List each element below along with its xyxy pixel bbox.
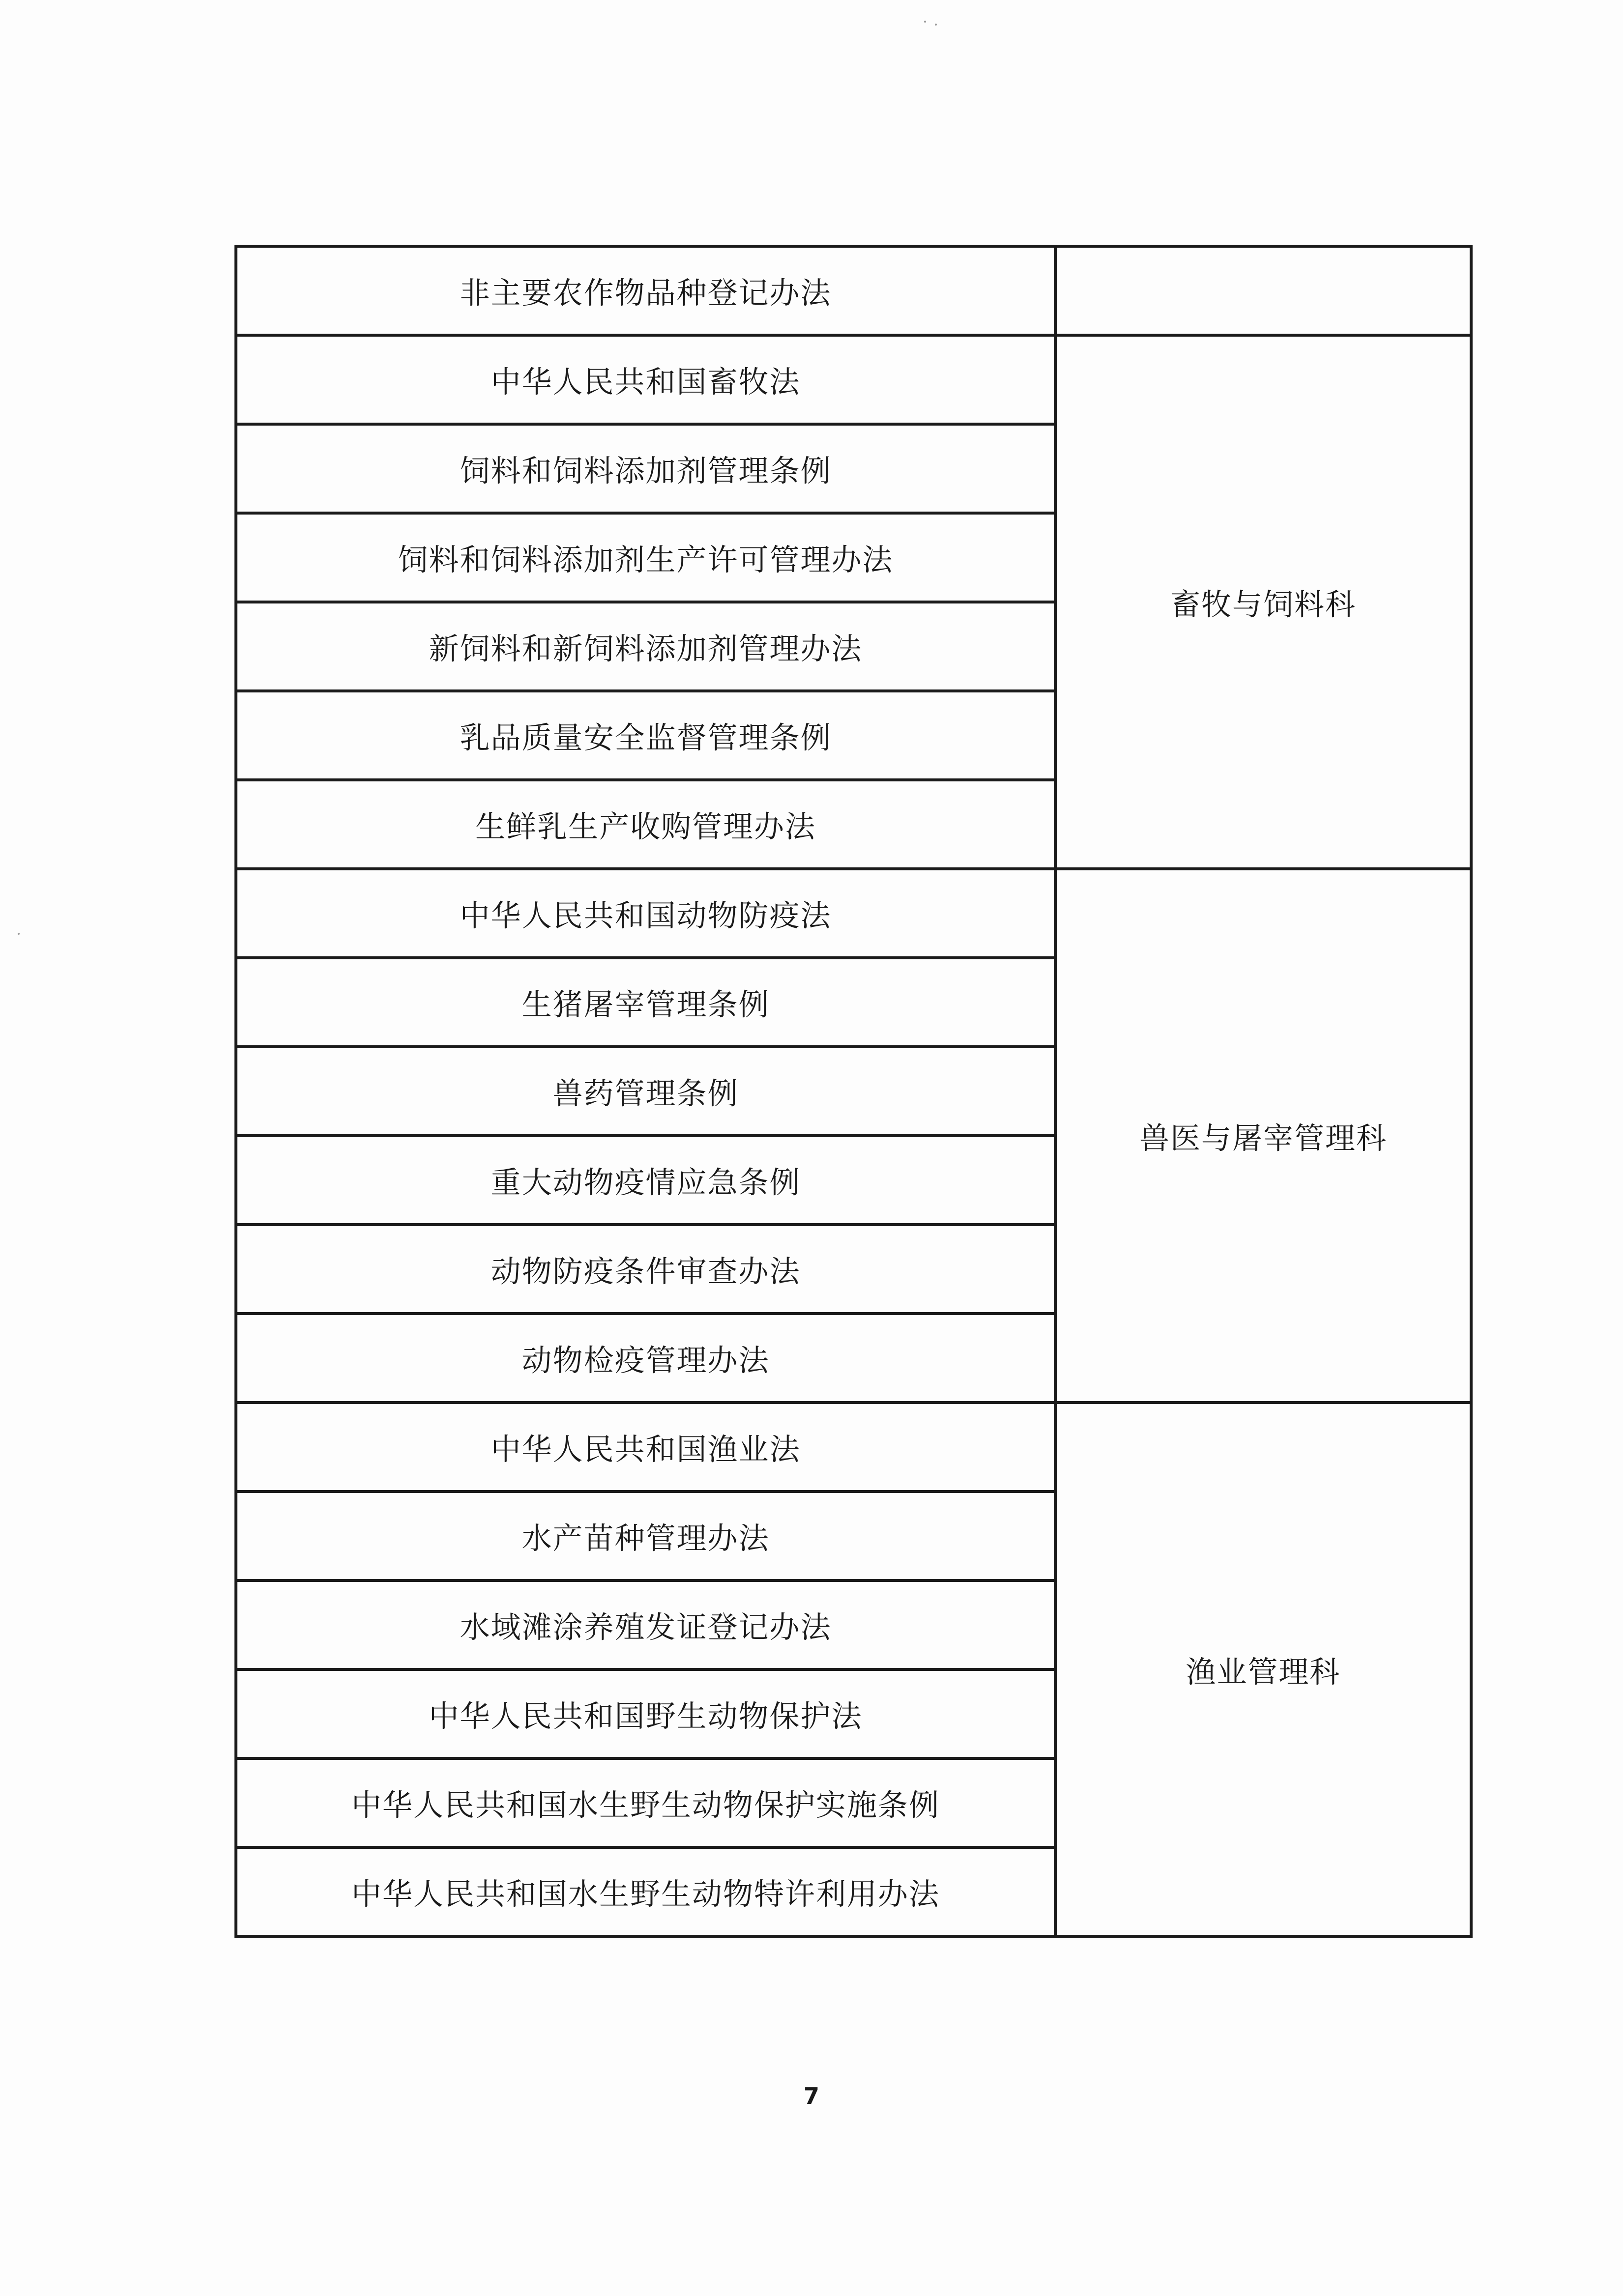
law-department-table (234, 245, 1473, 1938)
table-row (236, 869, 1471, 958)
law-name-cell: 动物防疫条件审查办法 (236, 1225, 1055, 1314)
table-row (236, 1403, 1471, 1492)
law-name-cell: 水产苗种管理办法 (236, 1492, 1055, 1580)
law-name-cell: 乳品质量安全监督管理条例 (236, 691, 1055, 780)
law-name-cell: 中华人民共和国畜牧法 (236, 335, 1055, 424)
law-name-cell: 兽药管理条例 (236, 1047, 1055, 1136)
scan-speck (924, 21, 926, 23)
law-name-cell: 饲料和饲料添加剂管理条例 (236, 424, 1055, 513)
law-name-cell: 中华人民共和国水生野生动物保护实施条例 (236, 1758, 1055, 1847)
table-body (236, 246, 1471, 1936)
table-row (236, 246, 1471, 335)
law-name-cell: 中华人民共和国动物防疫法 (236, 869, 1055, 958)
law-name-cell: 生鲜乳生产收购管理办法 (236, 780, 1055, 869)
law-name-cell: 饲料和饲料添加剂生产许可管理办法 (236, 513, 1055, 602)
law-name-cell: 重大动物疫情应急条例 (236, 1136, 1055, 1225)
department-cell: 兽医与屠宰管理科 (1055, 869, 1471, 1403)
department-cell: 畜牧与饲料科 (1055, 335, 1471, 869)
law-name-cell: 中华人民共和国水生野生动物特许利用办法 (236, 1847, 1055, 1936)
law-name-cell: 动物检疫管理办法 (236, 1314, 1055, 1403)
law-name-cell: 中华人民共和国野生动物保护法 (236, 1669, 1055, 1758)
page-number: 7 (803, 2083, 819, 2109)
department-cell: 渔业管理科 (1055, 1403, 1471, 1936)
scan-speck (935, 24, 937, 26)
table-row (236, 335, 1471, 424)
law-name-cell: 新饲料和新饲料添加剂管理办法 (236, 602, 1055, 691)
law-name-cell: 中华人民共和国渔业法 (236, 1403, 1055, 1492)
department-cell (1055, 246, 1471, 335)
law-name-cell: 生猪屠宰管理条例 (236, 958, 1055, 1047)
law-name-cell: 非主要农作物品种登记办法 (236, 246, 1055, 335)
law-name-cell: 水域滩涂养殖发证登记办法 (236, 1580, 1055, 1669)
scan-speck (18, 933, 20, 935)
